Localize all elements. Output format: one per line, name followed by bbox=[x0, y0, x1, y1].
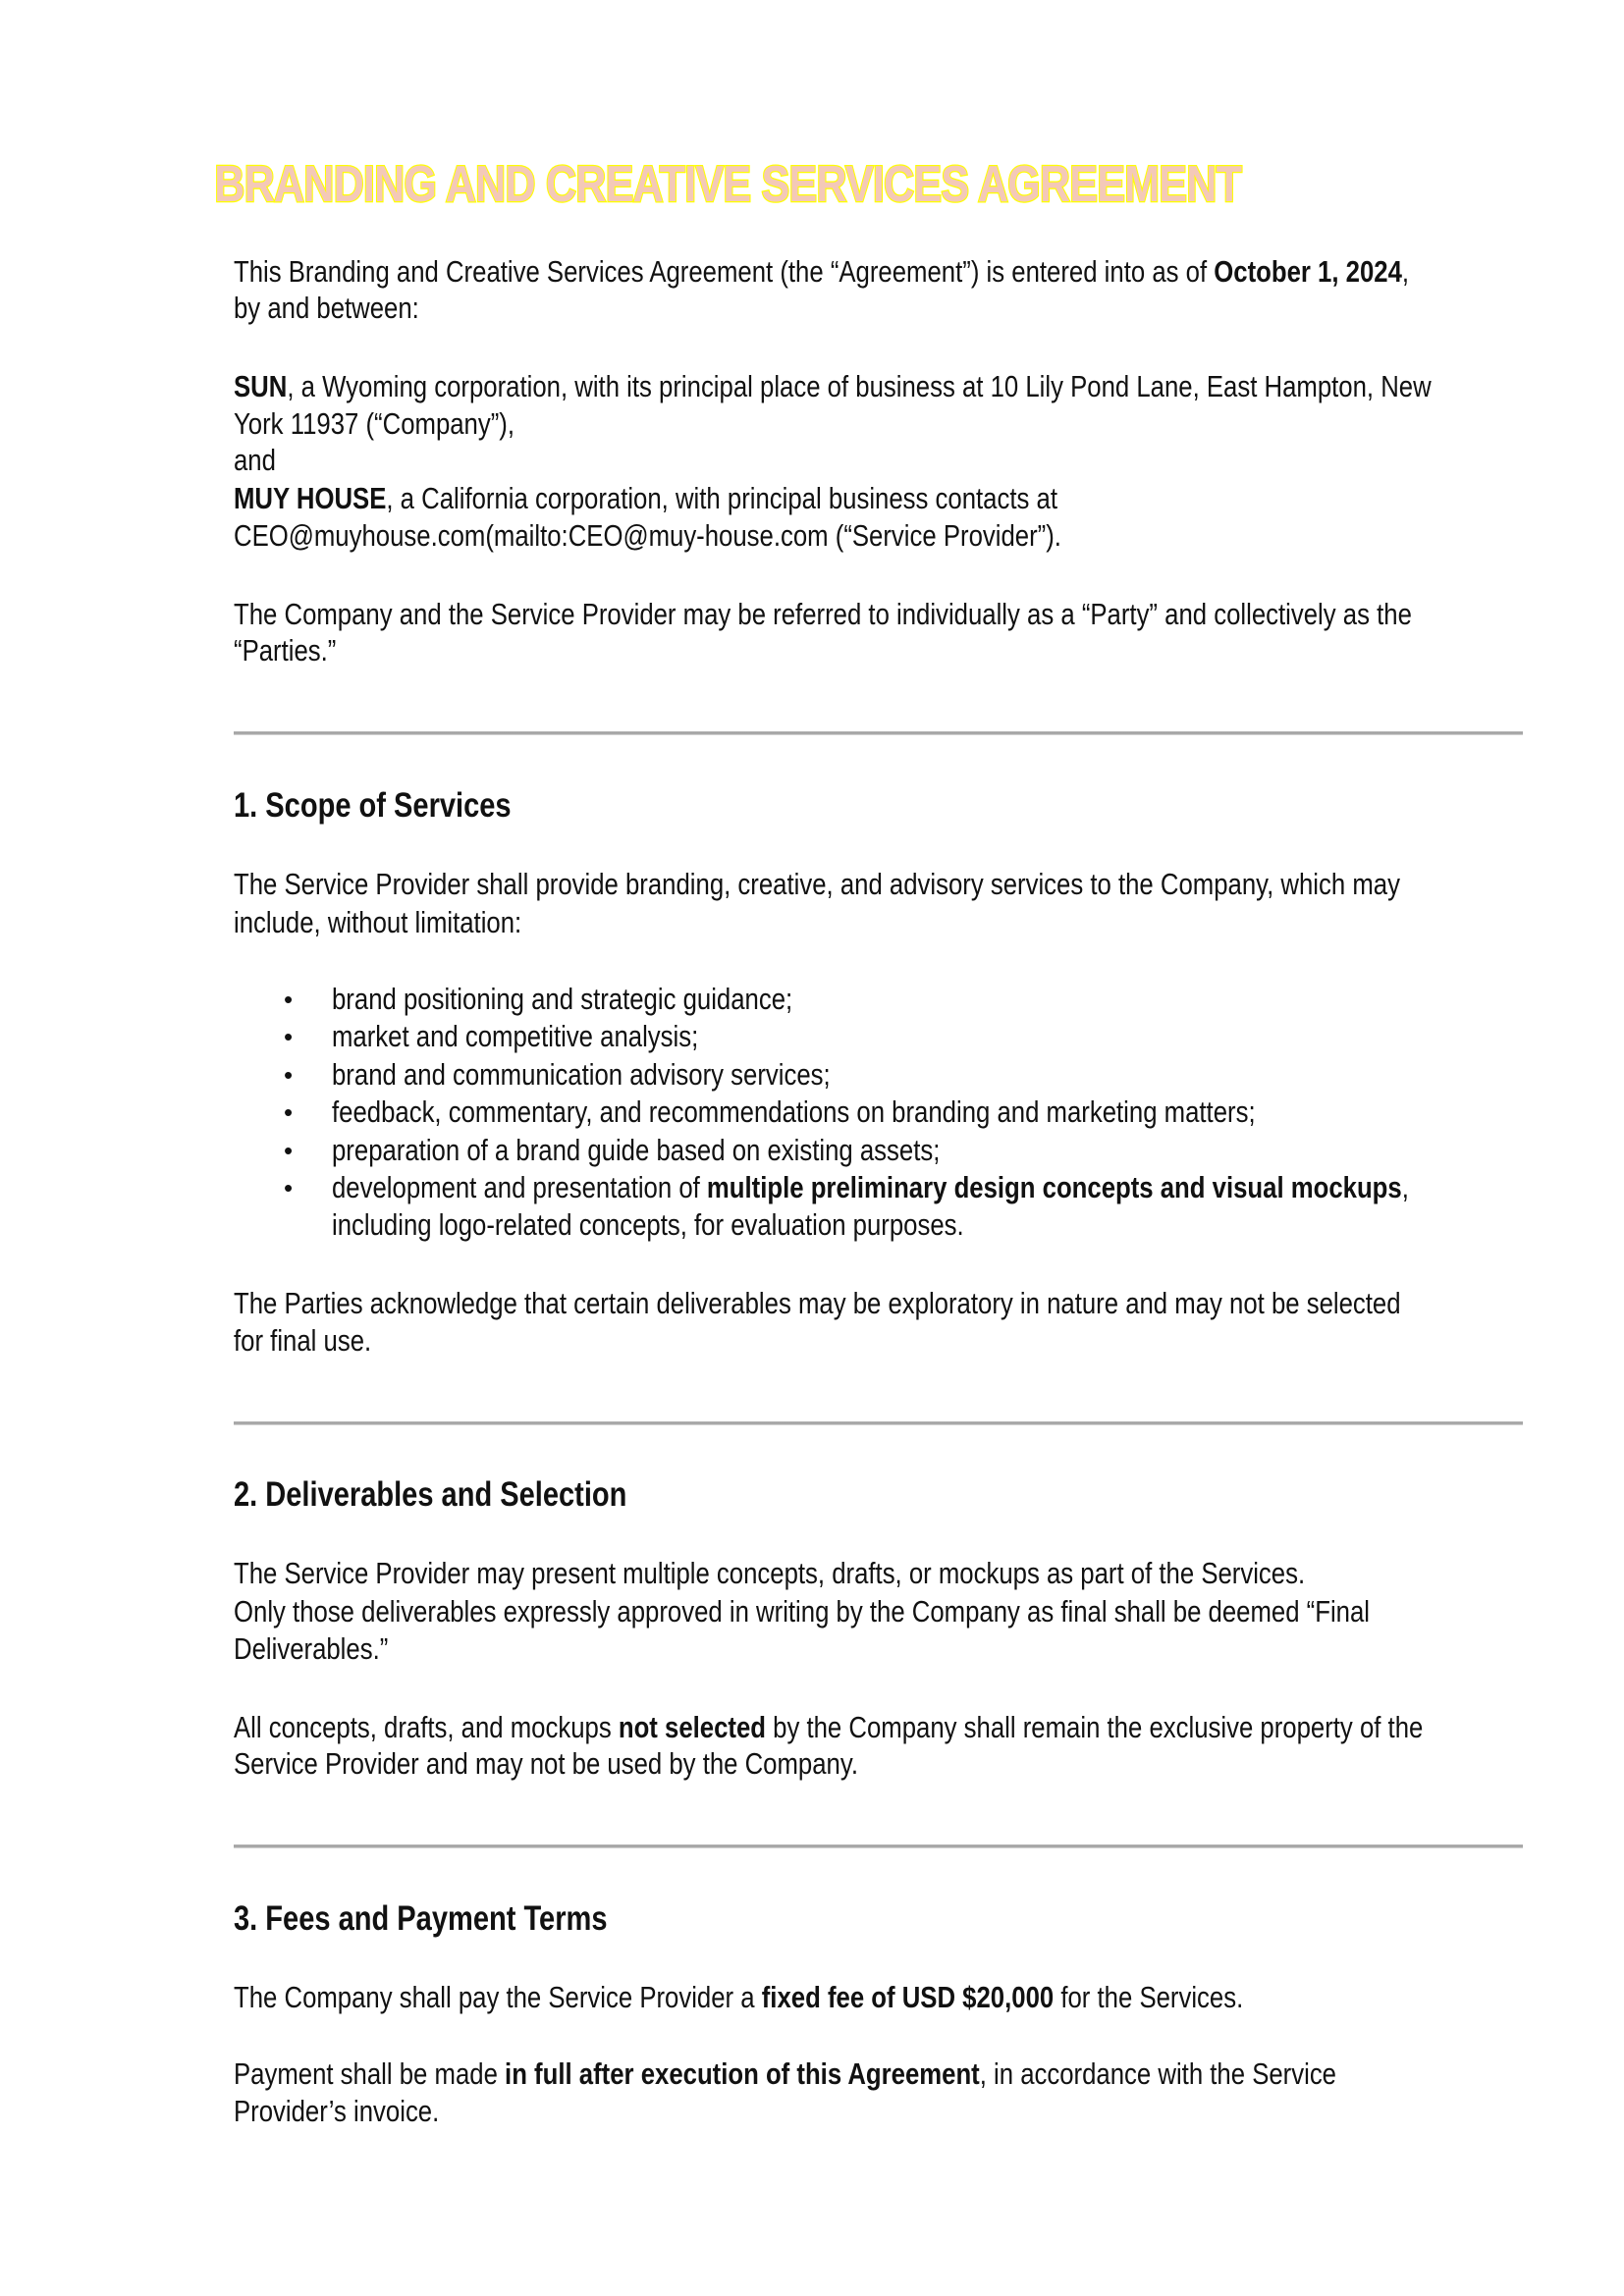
bullet-icon: • bbox=[284, 1136, 294, 1165]
paragraph-line: The Parties acknowledge that certain deliverables may be exploratory in nature and may not be selected bbox=[234, 1286, 1401, 1320]
list-item bbox=[332, 1169, 1409, 1206]
section-heading: 1. Scope of Services bbox=[234, 786, 512, 825]
text: , bbox=[1401, 254, 1410, 289]
section-heading: 2. Deliverables and Selection bbox=[234, 1475, 627, 1514]
list-item: feedback, commentary, and recommendations on branding and marketing matters; bbox=[332, 1095, 1256, 1129]
text: Payment shall be made bbox=[234, 2056, 506, 2091]
paragraph-line: The Service Provider may present multiple concepts, drafts, or mockups as part of the Services. bbox=[234, 1556, 1306, 1590]
bullet-icon: • bbox=[284, 1097, 294, 1127]
party-provider bbox=[234, 480, 1057, 517]
parties-line: “Parties.” bbox=[234, 633, 337, 667]
paragraph-line bbox=[234, 1709, 1423, 1746]
text: This Branding and Creative Services Agreement (the “Agreement”) is entered into as of bbox=[234, 254, 1215, 289]
text-bold: in full after execution of this Agreement bbox=[505, 2056, 980, 2091]
list-item-continued: including logo-related concepts, for evaluation purposes. bbox=[332, 1207, 964, 1242]
list-item: brand positioning and strategic guidance; bbox=[332, 982, 793, 1016]
divider bbox=[234, 1421, 1523, 1425]
party-company bbox=[234, 368, 1432, 405]
text: development and presentation of bbox=[332, 1170, 707, 1204]
bullet-icon: • bbox=[284, 985, 294, 1014]
text: , in accordance with the Service bbox=[979, 2056, 1337, 2091]
paragraph-line: Only those deliverables expressly approved in writing by the Company as final shall be deemed “Final bbox=[234, 1594, 1371, 1629]
intro-line bbox=[234, 253, 1409, 291]
list-item: market and competitive analysis; bbox=[332, 1019, 699, 1053]
text: by the Company shall remain the exclusive property of the bbox=[766, 1710, 1424, 1744]
text: The Company shall pay the Service Provider a bbox=[234, 1980, 762, 2014]
party-company-line: York 11937 (“Company”), bbox=[234, 406, 515, 441]
list-item: preparation of a brand guide based on existing assets; bbox=[332, 1133, 941, 1167]
provider-name: MUY HOUSE bbox=[234, 481, 387, 515]
bullet-icon: • bbox=[284, 1022, 294, 1051]
provider-email[interactable]: CEO@muyhouse.com(mailto:CEO@muy-house.com (“Service Provider”). bbox=[234, 518, 1061, 553]
text: , bbox=[1401, 1170, 1409, 1204]
text: , a California corporation, with principal business contacts at bbox=[386, 481, 1057, 515]
divider bbox=[234, 1844, 1523, 1848]
paragraph-line bbox=[234, 1979, 1243, 2016]
text: All concepts, drafts, and mockups bbox=[234, 1710, 619, 1744]
paragraph-line: Service Provider and may not be used by the Company. bbox=[234, 1746, 858, 1781]
document-title: BRANDING AND CREATIVE SERVICES AGREEMENT bbox=[214, 156, 1242, 213]
paragraph-line bbox=[234, 2056, 1336, 2093]
agreement-date: October 1, 2024 bbox=[1214, 254, 1402, 289]
divider bbox=[234, 731, 1523, 735]
paragraph-line: Deliverables.” bbox=[234, 1631, 389, 1666]
text: for the Services. bbox=[1054, 1980, 1244, 2014]
fee-amount: fixed fee of USD $20,000 bbox=[761, 1980, 1055, 2014]
paragraph-line: include, without limitation: bbox=[234, 905, 522, 939]
text: , a Wyoming corporation, with its principal place of business at 10 Lily Pond Lane, East Hampton, New bbox=[287, 369, 1432, 403]
text-bold: not selected bbox=[618, 1710, 767, 1744]
paragraph-line: The Service Provider shall provide branding, creative, and advisory services to the Company, which may bbox=[234, 867, 1400, 901]
parties-line: The Company and the Service Provider may be referred to individually as a “Party” and collectively as the bbox=[234, 597, 1412, 631]
paragraph-line: for final use. bbox=[234, 1323, 372, 1358]
company-name: SUN bbox=[234, 369, 288, 403]
text-bold: multiple preliminary design concepts and visual mockups bbox=[706, 1170, 1402, 1204]
bullet-icon: • bbox=[284, 1060, 294, 1090]
paragraph-line: Provider’s invoice. bbox=[234, 2094, 440, 2128]
intro-line: by and between: bbox=[234, 291, 419, 325]
section-heading: 3. Fees and Payment Terms bbox=[234, 1899, 608, 1938]
and-text: and bbox=[234, 443, 276, 477]
bullet-icon: • bbox=[284, 1173, 294, 1202]
list-item: brand and communication advisory services; bbox=[332, 1057, 831, 1092]
